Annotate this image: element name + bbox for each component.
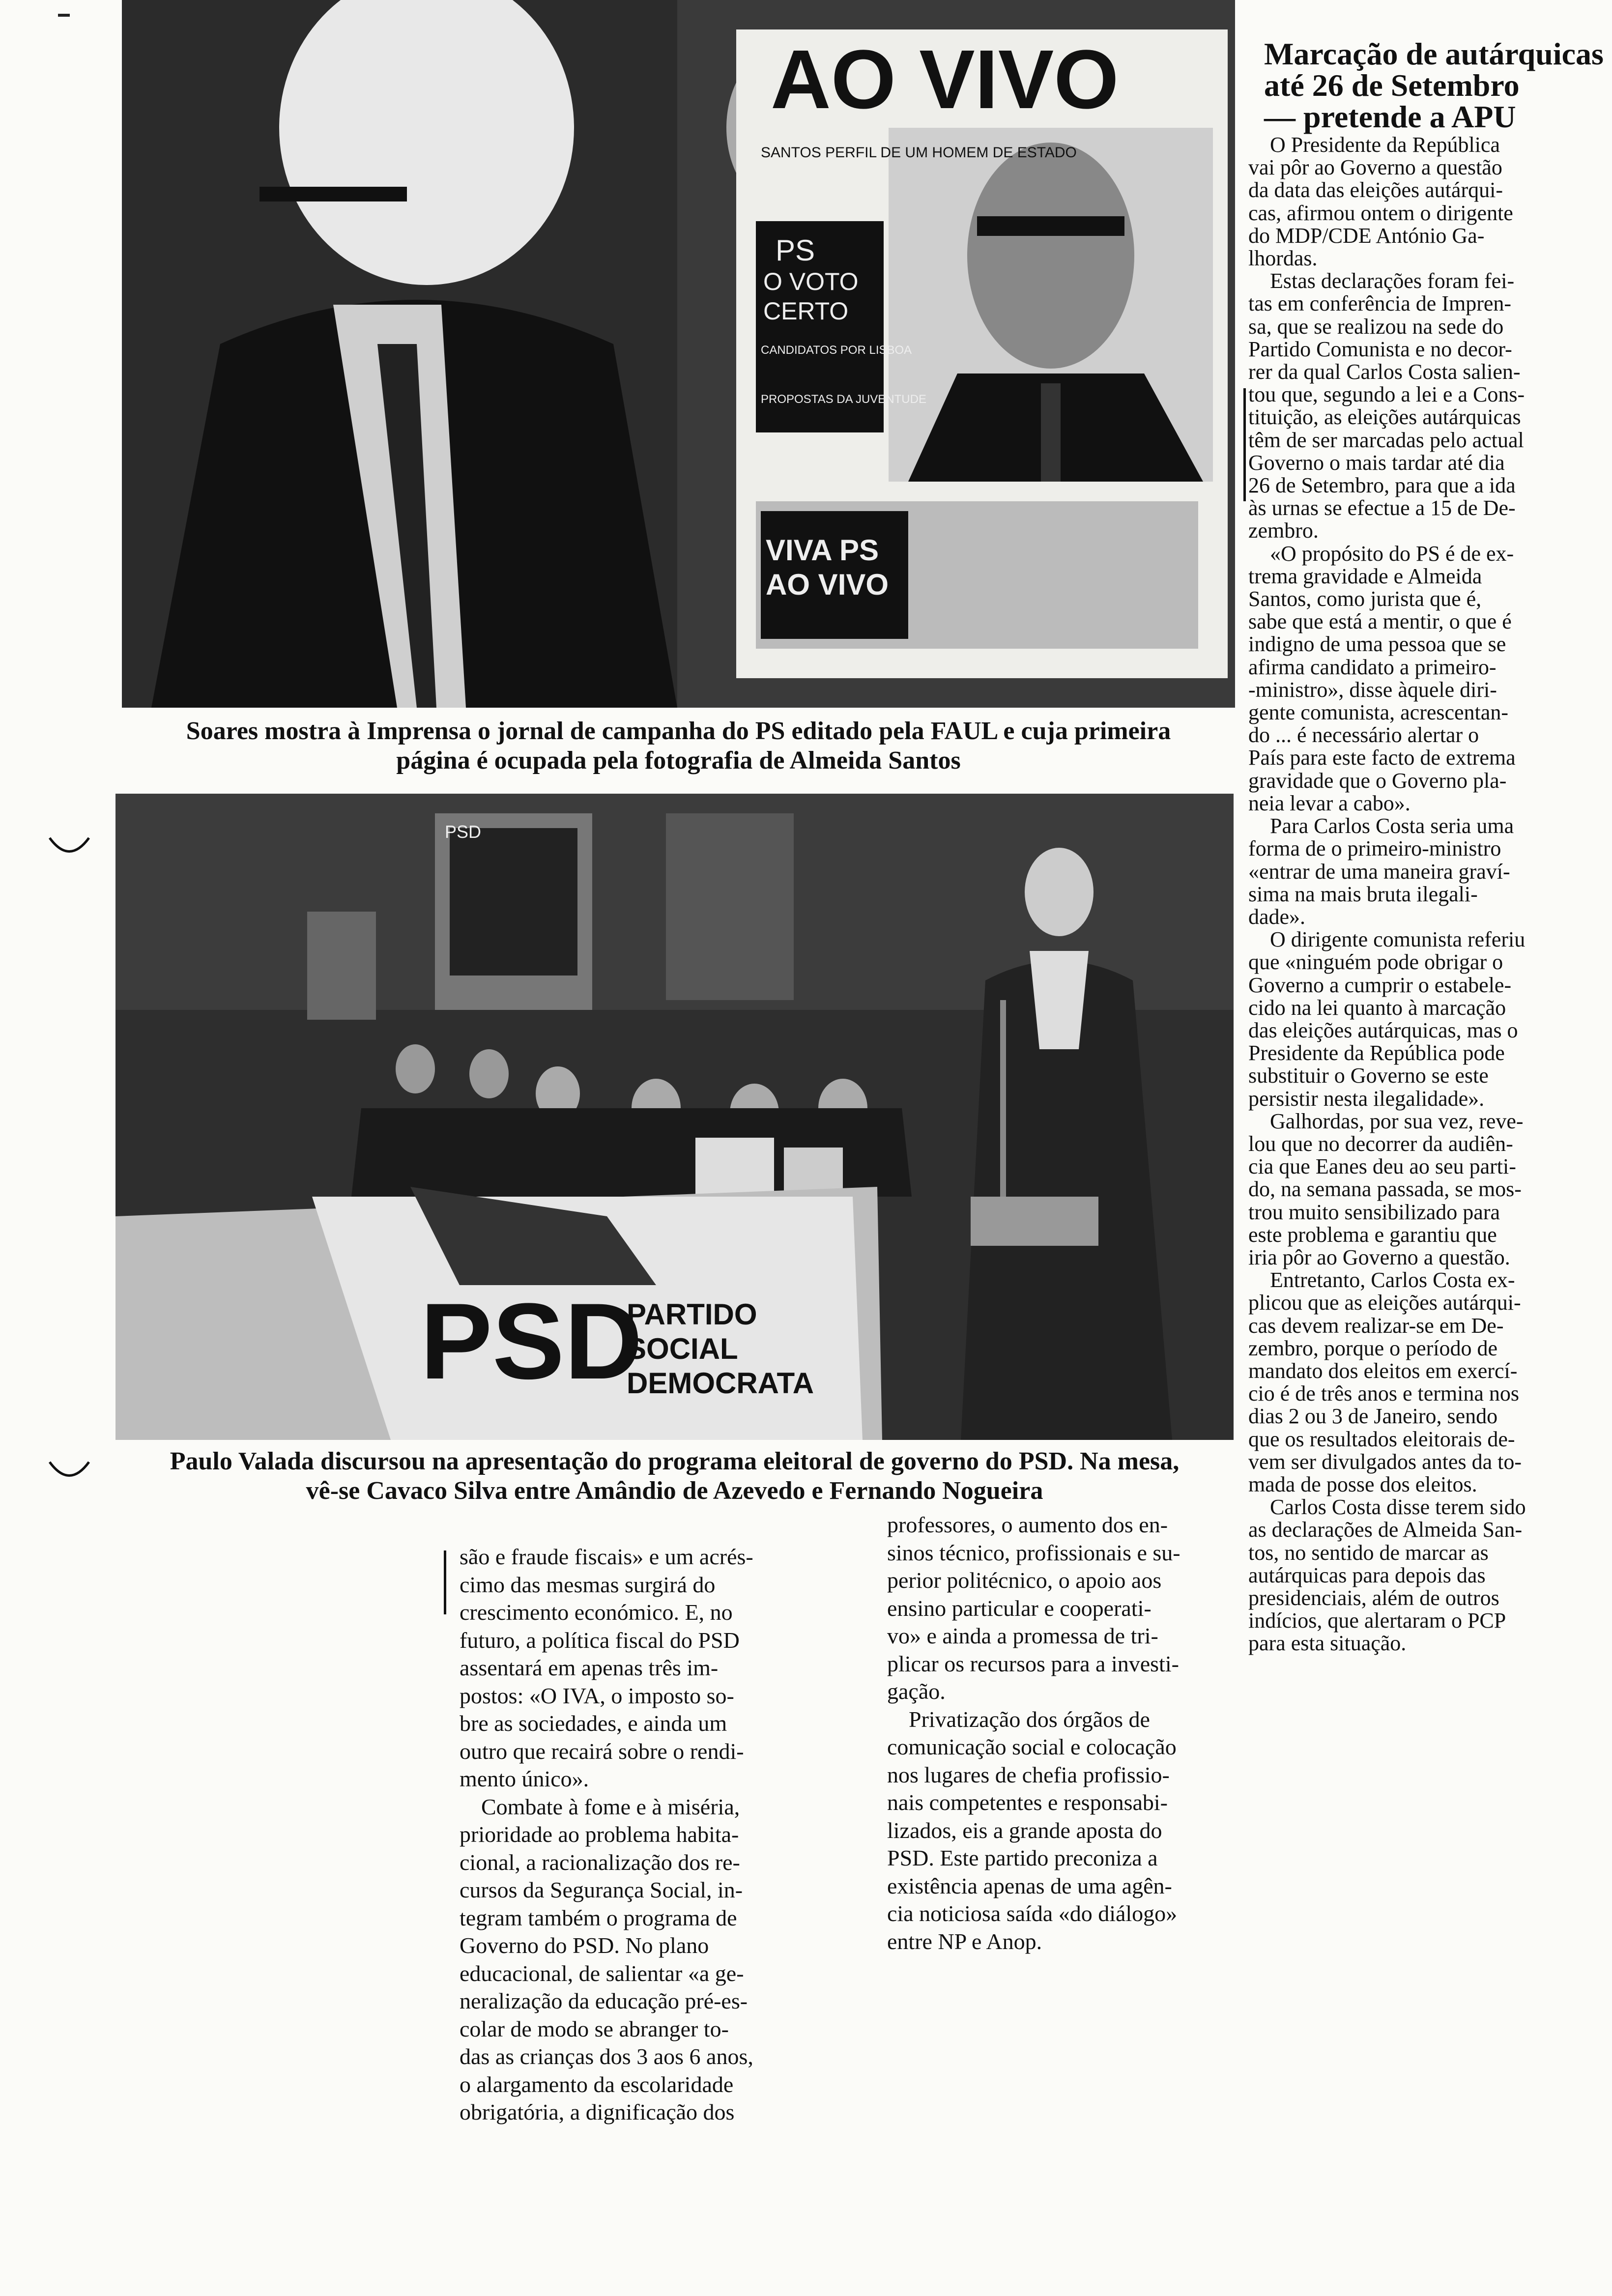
text-line: ensino particular e cooperati-: [887, 1595, 1151, 1621]
text-line: obrigatória, a dignificação dos: [460, 2099, 735, 2124]
text-line: prioridade ao problema habita-: [460, 1822, 739, 1847]
text-line: -ministro», disse àquele diri-: [1248, 677, 1497, 702]
text-line: comunicação social e colocação: [887, 1734, 1177, 1759]
text-line: indigno de uma pessoa que se: [1248, 632, 1506, 657]
text-line: lizados, eis a grande aposta do: [887, 1817, 1162, 1843]
text-line: Governo o mais tardar até dia: [1248, 450, 1505, 475]
text-line: gação.: [887, 1679, 946, 1704]
text-line: PSD. Este partido preconiza a: [887, 1845, 1158, 1870]
text-line: Governo do PSD. No plano: [460, 1933, 709, 1958]
text-line: tos, no sentido de marcar as: [1248, 1540, 1489, 1565]
text-line: das as crianças dos 3 aos 6 anos,: [460, 2044, 753, 2069]
text-line: sabe que está a mentir, o que é: [1248, 609, 1512, 634]
column-rule-left: [444, 1550, 446, 1614]
text-line: indícios, que alertaram o PCP: [1248, 1608, 1506, 1633]
poster-ps: PS: [776, 234, 815, 267]
text-line: as declarações de Almeida San-: [1248, 1518, 1523, 1542]
banner-social: SOCIAL: [627, 1332, 738, 1365]
text-line: entre NP e Anop.: [887, 1928, 1042, 1954]
text-line: O dirigente comunista referiu: [1270, 927, 1526, 952]
text-line: sa, que se realizou na sede do: [1248, 314, 1504, 339]
text-line: lou que no decorrer da audiên-: [1248, 1131, 1513, 1156]
caption-top-line-2: página é ocupada pela fotografia de Almeida Santos: [396, 746, 961, 775]
text-line: trema gravidade e Almeida: [1248, 564, 1482, 588]
text-line: cido na lei quanto à marcação: [1248, 995, 1506, 1020]
text-line: tou que, segundo a lei e a Cons-: [1248, 382, 1525, 407]
text-line: gente comunista, acrescentan-: [1248, 700, 1508, 725]
text-line: neralização da educação pré-es-: [460, 1988, 748, 2013]
photo-psd-presentation: [115, 794, 1234, 1440]
text-line: este problema e garantiu que: [1248, 1222, 1497, 1247]
text-line: País para este facto de extrema: [1248, 746, 1516, 770]
text-line: persistir nesta ilegalidade».: [1248, 1086, 1485, 1111]
text-line: dias 2 ou 3 de Janeiro, sendo: [1248, 1404, 1498, 1429]
text-line: lhordas.: [1248, 246, 1318, 271]
text-line: cia que Eanes deu ao seu parti-: [1248, 1154, 1516, 1179]
text-line: educacional, de salientar «a ge-: [460, 1960, 744, 1986]
text-line: cio é de três anos e termina nos: [1248, 1381, 1520, 1406]
text-line: futuro, a política fiscal do PSD: [460, 1627, 740, 1653]
text-line: bre as sociedades, e ainda um: [460, 1711, 727, 1736]
text-line: assentará em apenas três im-: [460, 1655, 719, 1680]
poster-ao-vivo: AO VIVO: [766, 568, 889, 601]
text-line: crescimento económico. E, no: [460, 1600, 733, 1625]
caption-top-line-1: Soares mostra à Imprensa o jornal de campanha do PS editado pela FAUL e cuja primeira: [186, 717, 1171, 745]
poster-title: AO VIVO: [771, 33, 1119, 126]
text-line: Governo a cumprir o estabele-: [1248, 973, 1512, 997]
text-line: que os resultados eleitorais de-: [1248, 1427, 1515, 1451]
text-line: o alargamento da escolaridade: [460, 2071, 734, 2097]
text-line: das eleições autárquicas, mas o: [1248, 1018, 1518, 1042]
text-line: cia noticiosa saída «do diálogo»: [887, 1901, 1178, 1926]
text-line: cas, afirmou ontem o dirigente: [1248, 201, 1513, 225]
text-line: mandato dos eleitos em exercí-: [1248, 1358, 1518, 1383]
text-line: presidenciais, além de outros: [1248, 1586, 1499, 1610]
text-line: Carlos Costa disse terem sido: [1270, 1495, 1526, 1520]
article-body: [1248, 134, 1607, 1655]
punch-hole-mark-top: [47, 835, 91, 860]
text-line: mento único».: [460, 1766, 589, 1791]
text-line: zembro.: [1248, 518, 1319, 543]
text-line: Presidente da República pode: [1248, 1041, 1505, 1065]
text-line: do ... é necessário alertar o: [1248, 723, 1479, 747]
headline-line-2: até 26 de Setembro: [1264, 68, 1520, 103]
punch-hole-mark-bottom: [47, 1460, 91, 1484]
text-line: Estas declarações foram fei-: [1270, 269, 1515, 293]
text-line: tegram também o programa de: [460, 1905, 737, 1930]
text-line: mada de posse dos eleitos.: [1248, 1472, 1477, 1496]
text-line: outro que recairá sobre o rendi-: [460, 1738, 744, 1764]
poster-kicker: SANTOS PERFIL DE UM HOMEM DE ESTADO: [761, 144, 1077, 161]
text-line: Santos, como jurista que é,: [1248, 587, 1482, 611]
corner-dash: [58, 14, 70, 17]
text-line: rer da qual Carlos Costa salien-: [1248, 360, 1521, 384]
text-line: Privatização dos órgãos de: [909, 1706, 1150, 1732]
text-line: para esta situação.: [1248, 1631, 1407, 1656]
text-line: zembro, porque o período de: [1248, 1336, 1498, 1360]
text-line: substituir o Governo se este: [1248, 1063, 1489, 1088]
text-line: forma de o primeiro-ministro: [1248, 836, 1501, 861]
photo-soares-with-poster: [122, 0, 1235, 708]
caption-bottom-line-2: vê-se Cavaco Silva entre Amândio de Azevedo e Fernando Nogueira: [306, 1477, 1043, 1505]
text-line: tas em conferência de Impren-: [1248, 291, 1512, 316]
margin-rule-right: [1243, 388, 1246, 501]
caption-top-photo: [122, 717, 1235, 775]
banner-psd: PSD: [420, 1281, 643, 1402]
text-line: tituição, as eleições autárquicas: [1248, 405, 1521, 430]
caption-bottom-line-1: Paulo Valada discursou na apresentação do programa eleitoral de governo do PSD. Na mesa,: [170, 1447, 1180, 1475]
text-line: têm de ser marcadas pelo actual: [1248, 428, 1524, 452]
body-column-left: [460, 1543, 845, 2126]
text-line: Galhordas, por sua vez, reve-: [1270, 1109, 1524, 1133]
text-line: existência apenas de uma agên-: [887, 1873, 1172, 1898]
text-line: do MDP/CDE António Ga-: [1248, 223, 1485, 248]
text-line: nais competentes e responsabi-: [887, 1790, 1168, 1815]
text-line: plicou que as eleições autárqui-: [1248, 1291, 1521, 1315]
text-line: «entrar de uma maneira graví-: [1248, 859, 1510, 884]
text-line: às urnas se efectue a 15 de De-: [1248, 496, 1516, 520]
text-line: autárquicas para depois das: [1248, 1563, 1486, 1587]
text-line: cional, a racionalização dos re-: [460, 1849, 740, 1875]
poster-viva-ps: VIVA PS: [766, 534, 879, 567]
text-line: gravidade que o Governo pla-: [1248, 768, 1507, 793]
caption-bottom-photo: [115, 1447, 1234, 1506]
text-line: cas devem realizar-se em De-: [1248, 1313, 1504, 1338]
body-column-middle: [887, 1511, 1231, 1955]
banner-partido: PARTIDO: [627, 1298, 757, 1331]
poster-certo: CERTO: [763, 297, 849, 325]
text-line: vo» e ainda a promessa de tri-: [887, 1623, 1158, 1648]
text-line: Para Carlos Costa seria uma: [1270, 814, 1514, 838]
text-line: do, na semana passada, se mos-: [1248, 1177, 1522, 1202]
text-line: cursos da Segurança Social, in-: [460, 1877, 743, 1902]
text-line: que «ninguém pode obrigar o: [1248, 950, 1503, 975]
article-headline: [1264, 38, 1608, 133]
text-line: Combate à fome e à miséria,: [481, 1794, 740, 1819]
text-line: são e fraude fiscais» e um acrés-: [460, 1544, 753, 1569]
poster-voto: O VOTO: [763, 268, 859, 295]
text-line: professores, o aumento dos en-: [887, 1512, 1168, 1537]
text-line: trou muito sensibilizado para: [1248, 1200, 1500, 1224]
text-line: dade».: [1248, 904, 1306, 929]
text-line: da data das eleições autárqui-: [1248, 178, 1503, 202]
text-line: vai pôr ao Governo a questão: [1248, 155, 1502, 180]
text-line: perior politécnico, o apoio aos: [887, 1568, 1162, 1593]
text-line: vem ser divulgados antes da to-: [1248, 1449, 1522, 1474]
wall-poster-psd: PSD: [445, 822, 482, 842]
text-line: 26 de Setembro, para que a ida: [1248, 473, 1516, 498]
headline-line-3: — pretende a APU: [1264, 99, 1516, 134]
text-line: plicar os recursos para a investi-: [887, 1651, 1179, 1676]
text-line: O Presidente da República: [1270, 133, 1500, 157]
text-line: postos: «O IVA, o imposto so-: [460, 1683, 734, 1708]
text-line: «O propósito do PS é de ex-: [1270, 541, 1514, 566]
text-line: cimo das mesmas surgirá do: [460, 1572, 716, 1597]
text-line: sinos técnico, profissionais e su-: [887, 1540, 1180, 1565]
text-line: sima na mais bruta ilegali-: [1248, 882, 1478, 906]
poster-candidatos: CANDIDATOS POR LISBOA: [761, 344, 912, 357]
poster-propostas: PROPOSTAS DA JUVENTUDE: [761, 393, 926, 406]
text-line: iria pôr ao Governo a questão.: [1248, 1245, 1510, 1269]
banner-democrata: DEMOCRATA: [627, 1367, 814, 1400]
text-line: colar de modo se abranger to-: [460, 2016, 729, 2041]
headline-line-1: Marcação de autárquicas: [1264, 36, 1604, 71]
text-line: nos lugares de chefia profissio-: [887, 1762, 1170, 1787]
text-line: neia levar a cabo».: [1248, 791, 1410, 815]
text-line: afirma candidato a primeiro-: [1248, 655, 1497, 679]
text-line: Partido Comunista e no decor-: [1248, 337, 1512, 361]
text-line: Entretanto, Carlos Costa ex-: [1270, 1268, 1515, 1292]
